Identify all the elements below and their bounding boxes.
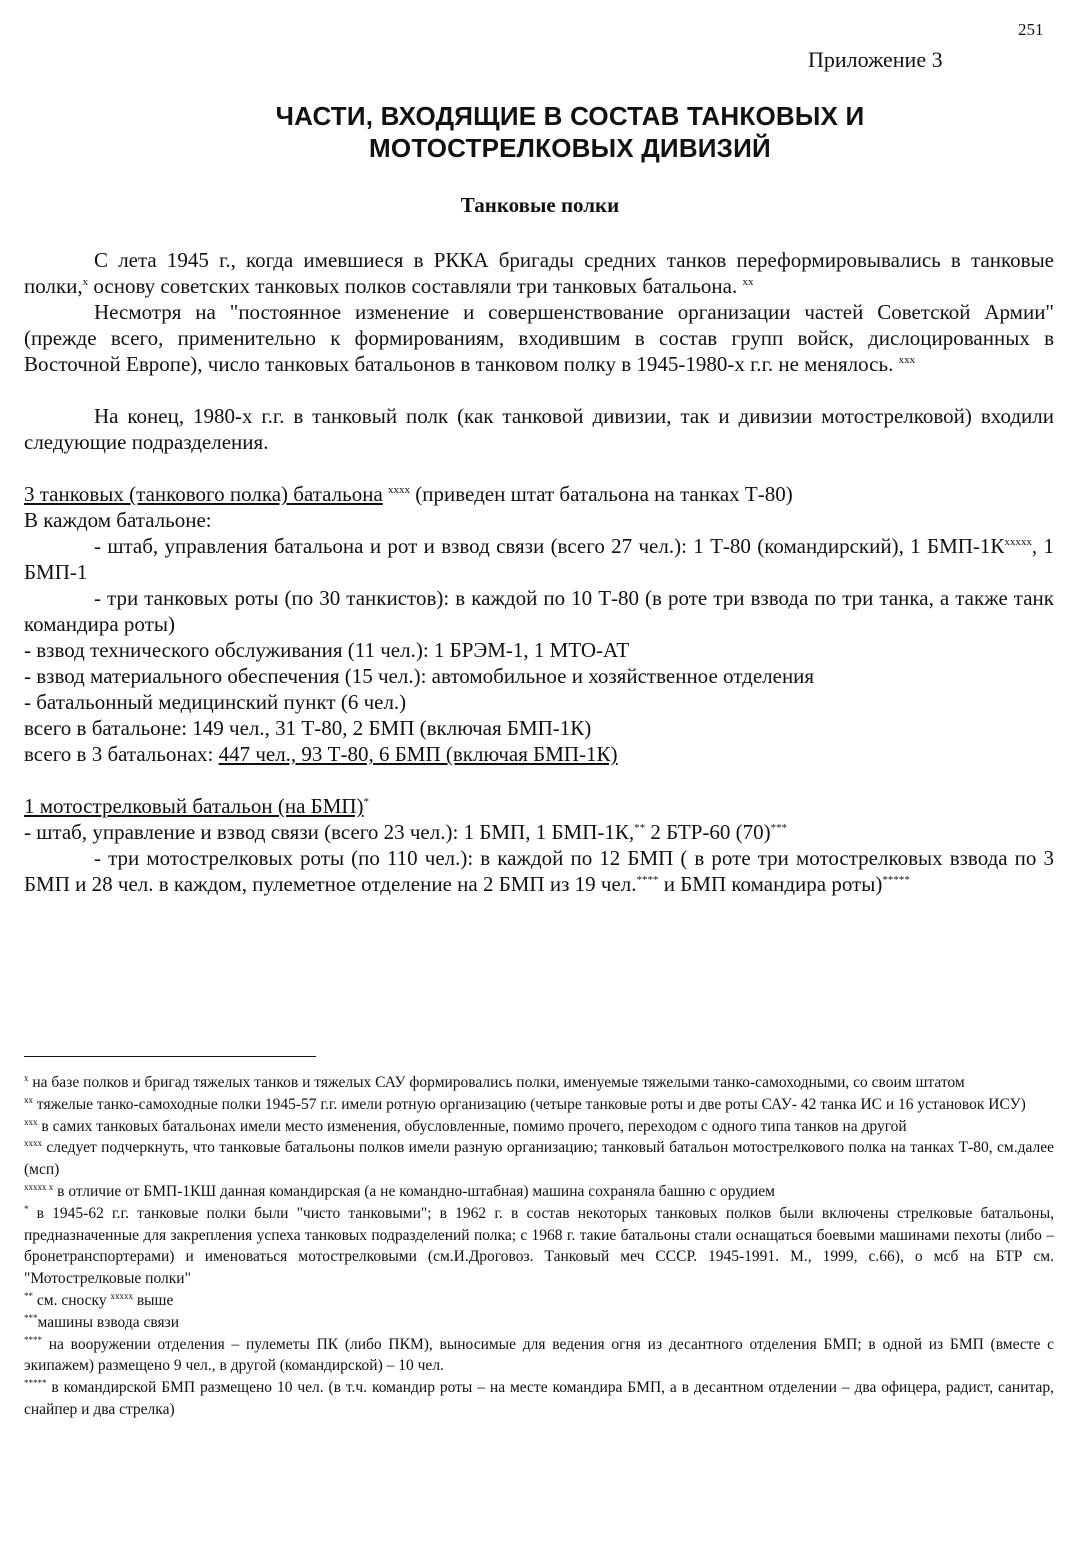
paragraph-text: основу советских танковых полков составляли три танковых батальона. bbox=[88, 274, 738, 298]
paragraph-3: На конец, 1980-х г.г. в танковый полк (как танковой дивизии, так и дивизии мотострелковой) входили следующие подразделения. bbox=[24, 404, 1054, 454]
heading-text: 3 танковых (танкового полка) батальона bbox=[24, 482, 383, 506]
list-item bbox=[24, 845, 1054, 897]
footnote-ref: xxxx bbox=[388, 484, 411, 496]
list-item: - взвод технического обслуживания (11 чел.): 1 БРЭМ-1, 1 МТО-АТ bbox=[24, 638, 630, 662]
footnote bbox=[24, 1181, 1054, 1203]
paragraph-text: С лета 1945 г., когда имевшиеся в РККА бригады средних танков переформировывались в танковые полки, bbox=[24, 248, 1054, 298]
footnote bbox=[24, 1334, 1054, 1378]
footnote-ref: *** bbox=[770, 822, 788, 834]
footnote-text: см. сноску bbox=[33, 1291, 111, 1309]
footnote-mark: *** bbox=[24, 1312, 38, 1323]
footnote-mark: xxxxx bbox=[110, 1290, 133, 1301]
list-item-text: - штаб, управления батальона и рот и взвод связи (всего 27 чел.): 1 Т-80 (командирский), 1 БМП-1К bbox=[94, 534, 1005, 558]
footnote-text: выше bbox=[132, 1291, 174, 1309]
footnote-mark: xxxx bbox=[24, 1138, 42, 1149]
footnote-text: тяжелые танко-самоходные полки 1945-57 г.г. имели ротную организацию (четыре танковые роты и две роты САУ- 42 танка ИС и 16 установок ИСУ) bbox=[33, 1095, 1026, 1113]
footnote bbox=[24, 1094, 1054, 1116]
footnote bbox=[24, 1377, 1054, 1421]
paragraph-1 bbox=[24, 247, 1054, 299]
footnote-ref: xxx bbox=[898, 354, 916, 366]
footnote-divider bbox=[24, 1056, 316, 1057]
total-label: всего в 3 батальонах: bbox=[24, 742, 219, 766]
tank-battalion-heading bbox=[24, 481, 1054, 507]
footnote-text: машины взвода связи bbox=[37, 1313, 180, 1331]
appendix-label: Приложение 3 bbox=[808, 47, 943, 72]
footnote bbox=[24, 1116, 1054, 1138]
footnotes bbox=[24, 1072, 1054, 1421]
footnote-mark: xx bbox=[24, 1094, 33, 1105]
motorized-battalion-heading bbox=[24, 793, 1054, 819]
footnote-ref: x bbox=[82, 276, 89, 288]
footnote bbox=[24, 1137, 1054, 1181]
footnote-mark: * bbox=[24, 1203, 29, 1214]
paragraph-text: Несмотря на "постоянное изменение и совершенствование организации частей Советской Армии" (прежде всего, применительно к формированиям, входившим в состав групп войск, дислоцированных в Восточной Европе), число танковых батальонов в танковом полку в 1945-1980-х г.г. не менялось. bbox=[24, 300, 1054, 376]
footnote-text: на базе полков и бригад тяжелых танков и тяжелых САУ формировались полки, именуемые тяжелыми танко-самоходными, со своим штатом bbox=[28, 1074, 965, 1091]
footnote-text: в отличие от БМП-1КШ данная командирская (а не командно-штабная) машина сохраняла башню с орудием bbox=[53, 1182, 775, 1200]
main-text bbox=[24, 247, 1054, 897]
footnote-mark: x bbox=[24, 1072, 29, 1083]
footnote bbox=[24, 1290, 1054, 1312]
footnote-ref: xx bbox=[742, 276, 754, 288]
footnote-text: в 1945-62 г.г. танковые полки были "чисто танковыми"; в 1962 г. в состав некоторых танковых полков были включены стрелковые батальоны, предназначенные для закрепления успеха танковых подразделений полка; с 1968 г. такие батальоны стали оснащаться боевыми машинами пехоты (либо – бронетранспортерами) и именоваться мотострелковыми (см.И.Дроговоз. Танковый меч СССР. 1945-1991. М., 1999, с.66), о мсб на БТР см. "Мотострелковые полки" bbox=[24, 1204, 1054, 1288]
footnote-mark: xxxxx x bbox=[24, 1181, 54, 1192]
list-item: - три танковых роты (по 30 танкистов): в каждой по 10 Т-80 (в роте три взвода по три танка, а также танк командира роты) bbox=[24, 586, 1054, 636]
battalion-total: всего в батальоне: 149 чел., 31 Т-80, 2 БМП (включая БМП-1К) bbox=[24, 716, 592, 740]
footnote-mark: xxx bbox=[24, 1116, 38, 1127]
title-line-1: ЧАСТИ, ВХОДЯЩИЕ В СОСТАВ ТАНКОВЫХ И bbox=[275, 101, 865, 131]
footnote-mark: **** bbox=[24, 1334, 42, 1345]
page-title bbox=[200, 100, 940, 164]
page-number: 251 bbox=[1018, 20, 1044, 39]
footnote bbox=[24, 1203, 1054, 1290]
list-item-text: 2 БТР-60 (70) bbox=[645, 820, 771, 844]
footnote-ref: xxxxx bbox=[1004, 536, 1032, 548]
list-item-text: и БМП командира роты) bbox=[658, 872, 883, 896]
footnote-mark: ** bbox=[24, 1290, 33, 1301]
footnote-ref: **** bbox=[636, 874, 659, 886]
footnote bbox=[24, 1072, 1054, 1094]
heading-note: (приведен штат батальона на танках Т-80) bbox=[410, 482, 793, 506]
list-item: - батальонный медицинский пункт (6 чел.) bbox=[24, 690, 407, 714]
heading-text: 1 мотострелковый батальон (на БМП) bbox=[24, 794, 364, 818]
footnote-ref: * bbox=[363, 796, 370, 808]
list-item bbox=[24, 533, 1054, 585]
list-item-text: , 1 БМП-1 bbox=[24, 534, 1054, 584]
total-value: 447 чел., 93 Т-80, 6 БМП (включая БМП-1К) bbox=[218, 742, 618, 766]
footnote-text: на вооружении отделения – пулеметы ПК (либо ПКМ), выносимые для ведения огня из десантного отделения БМП; в одной из БМП (вместе с экипажем) размещено 9 чел., в другой (командирской) – 10 чел. bbox=[24, 1335, 1054, 1375]
list-item: - взвод материального обеспечения (15 чел.): автомобильное и хозяйственное отделения bbox=[24, 664, 815, 688]
list-item-text: - штаб, управление и взвод связи (всего 23 чел.): 1 БМП, 1 БМП-1К, bbox=[24, 820, 635, 844]
footnote-text: следует подчеркнуть, что танковые батальоны полков имели разную организацию; танковый батальон мотострелкового полка на танках Т-80, см.далее (мсп) bbox=[24, 1139, 1054, 1179]
battalion-each-label: В каждом батальоне: bbox=[24, 508, 212, 532]
footnote-ref: ** bbox=[634, 822, 646, 834]
footnote-text: в командирской БМП размещено 10 чел. (в т.ч. командир роты – на месте командира БМП, а в десантном отделении – два офицера, радист, санитар, снайпер и два стрелка) bbox=[24, 1379, 1054, 1418]
footnote-ref: ***** bbox=[882, 874, 910, 886]
list-item-text: - три мотострелковых роты (по 110 чел.): в каждой по 12 БМП ( в роте три мотострелковых взвода по 3 БМП и 28 чел. в каждом, пулеметное отделение на 2 БМП из 19 чел. bbox=[24, 846, 1054, 896]
footnote-text: в самих танковых батальонах имели место изменения, обусловленные, помимо прочего, переходом с одного типа танков на другой bbox=[37, 1117, 907, 1135]
list-item bbox=[24, 819, 1054, 845]
title-line-2: МОТОСТРЕЛКОВЫХ ДИВИЗИЙ bbox=[369, 133, 771, 163]
footnote bbox=[24, 1312, 1054, 1334]
three-battalions-total bbox=[24, 741, 1054, 767]
paragraph-2 bbox=[24, 299, 1054, 377]
footnote-mark: ***** bbox=[24, 1378, 47, 1388]
section-subtitle: Танковые полки bbox=[460, 193, 620, 217]
